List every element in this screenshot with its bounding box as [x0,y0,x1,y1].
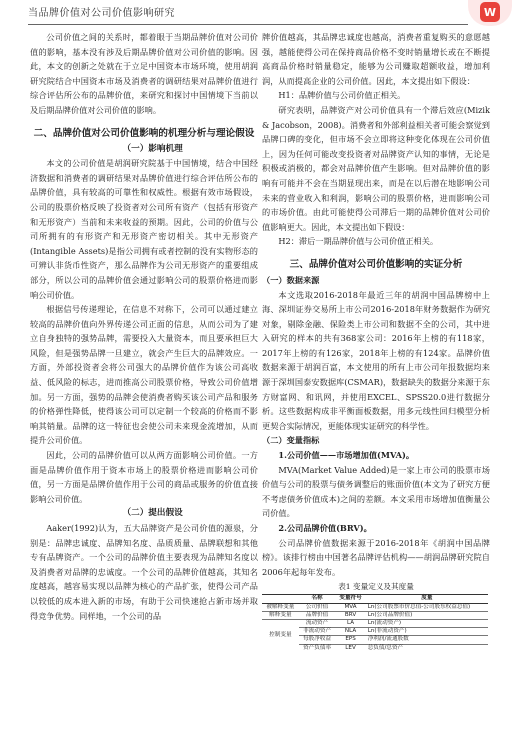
table-cell-def: 净利润/流通股数 [366,636,488,644]
table-cell-def: Ln(公司股票市价总值-公司股东权益总值) [366,603,488,611]
right-column [262,30,490,652]
table-caption: 表1 变量定义及其度量 [338,582,414,592]
subsection-heading: （一）影响机理 [122,143,183,154]
table-row [262,619,488,627]
subsection-heading: （二）提出假设 [122,508,183,519]
table-header-cell [262,595,299,603]
paragraph: 本文的公司价值是胡润研究院基于中国情境，结合中国经济数据和消费者的调研结果对品牌价值进行综合评估所公布的品牌价值，具有较高的可靠性和权威性。根据有效市场假设，公司的股票价格反映了投资者对公司所有资产（包括有形资产和无形资产）当前和未来收益的预期。因此，公司的价值与公司所拥有的有形资产和无形资产密切相关。其中无形资产(Intangible Assets)是指公司拥有或者控制的没有实物形态的可辨认非货币性资产，那么品牌作为公司无形资产的重要组成部分，所以公司的品牌价值会通过影响公司的股票价格进而影响公司价值。 [30,158,258,300]
table-cell-name: 流动资产 [299,619,336,627]
section-heading: 三、品牌价值对公司价值影响的实证分析 [289,258,463,270]
table-header-cell: 名称 [299,595,336,603]
paragraph: MVA(Market Value Added)是一家上市公司的股票市场价值与公司的股票与债务调整后的账面价值(本文为了研究方便不考虑债务价值成本)之间的差额。本文采用市场增加值衡量公司价值。 [262,464,490,519]
table-header-cell: 度量 [366,595,488,603]
paragraph: Aaker(1992)认为，五大品牌资产是公司价值的源泉，分别是：品牌忠诚度、品牌知名度、品质质量、品牌联想和其他专有品牌资产。一个公司的品牌价值主要表现为品牌知名度以及消费者对品牌的忠诚度。一个公司的品牌价值越高，其知名度越高，越容易实现以品牌为核心的产品扩张，使得公司产品以较低的成本进入新的市场，有助于公司快速抢占新市场并取得竞争优势。同样地，一个公司的品 [30,523,258,621]
hypothesis: H2：滞后一期品牌价值与公司价值正相关。 [278,236,439,247]
paragraph: 公司品牌价值数据来源于2016-2018年《胡润中国品牌榜》。该排行榜由中国著名品牌评估机构——胡润品牌研究院自2006年起每年发布。 [262,537,490,577]
table-cell-symbol: EPS [335,636,365,644]
variable-heading: 1.公司价值——市场增加值(MVA)。 [278,450,415,461]
paragraph: 根据信号传递理论，在信息不对称下，公司可以通过建立较高的品牌价值向外界传递公司正面的信息，从而公司为了建立自身独特的强势品牌，需要投入大量资本，而且要承担巨大风险，但是强势品牌一旦建立，就会产生巨大的品牌效应。一方面，外部投资者会将公司强大的品牌价值作为该公司高收益、低风险的标志，进而推高公司股票价格，导致公司价值增加。另一方面，强势的品牌会使消费者购买该公司产品和服务的价格弹性降低，使得该公司可以定制一个较高的价格而不影响其销量。品牌的这一特征也会使公司未来现金流增加，从而提升公司价值。 [30,304,258,446]
table-cell-group: 解释变量 [262,611,299,619]
table-cell-symbol: BRV [335,611,365,619]
table-cell-def: Ln(非流动资产) [366,628,488,636]
table-cell-symbol: NLA [335,628,365,636]
section-heading: 二、品牌价值对公司价值影响的机理分析与理论假设 [33,127,255,139]
paragraph: 研究表明，品牌资产对公司价值具有一个滞后效应(Mizik & Jacobson，2008)。消费者和外部利益相关者可能会察觉到品牌口碑的变化，但市场不会立即将这种变化体现在公司价值上，因为任何可能改变投资者对品牌资产认知的事情，无论是积极或消极的，都会对品牌价值产生影响。但对品牌价值的影响有可能并不会在当期显现出来，而是在以后潜在地影响公司未来的营业收入和利润，影响公司的股票价格，进而影响公司的市场价值。由此可能使得公司滞后一期的品牌价值对公司价值影响更大。因此，本文提出如下假设： [262,104,490,232]
table-header-cell: 变量符号 [335,595,365,603]
table-cell-name: 品牌价值 [299,611,336,619]
table-cell-symbol: LEV [335,644,365,652]
table-cell-def: Ln(流动资产) [366,619,488,627]
table-cell-symbol: MVA [335,603,365,611]
subsection-heading: （一）数据来源 [262,274,320,285]
running-header-title: 当品牌价值对公司价值影响研究 [28,8,175,19]
paragraph: 因此，公司的品牌价值可以从两方面影响公司价值。一方面是品牌价值作用于资本市场上的股票价格进而影响公司价值，另一方面是品牌价值作用于公司的商品或服务的价值直接影响公司价值。 [30,450,258,504]
variable-heading: 2.公司品牌价值(BRV)。 [278,523,372,533]
table-row [262,603,488,611]
subsection-heading: （二）变量指标 [262,435,320,446]
table-row [262,611,488,619]
table-cell-name: 公司价值 [299,603,336,611]
table-cell-def: Ln(公司品牌价值) [366,611,488,619]
wps-logo-icon: W [480,2,500,22]
paragraph: 牌价值越高，其品牌忠诚度也越高，消费者重复购买的意愿越强，越能使得公司在保持商品价格不变时销量增长或在不断提高商品价格时销量稳定，能够为公司赚取超额收益，增加利润，从而提高企业的公司价值。因此，本文提出如下假设： [262,32,490,86]
hypothesis: H1：品牌价值与公司价值正相关。 [278,90,406,101]
table-cell-name: 每股净收益 [299,636,336,644]
left-column [30,30,258,623]
table-cell-symbol: LA [335,619,365,627]
variable-table [262,594,488,651]
table-cell-group: 控制变量 [262,619,299,651]
table-cell-group: 被解释变量 [262,603,299,611]
wps-badge[interactable] [468,0,512,26]
table-cell-def: 总负债/总资产 [366,644,488,652]
table-cell-name: 非流动资产 [299,628,336,636]
running-header [28,4,468,25]
table-cell-name: 资产负债率 [299,644,336,652]
paragraph: 公司价值之间的关系时，都着眼于当期品牌价值对公司价值的影响，基本没有涉及后期品牌价值对公司价值的影响。因此，本文的创新之处就在于立足中国资本市场环境，使用胡润研究院结合中国资本市场及消费者的调研结果对品牌价值进行综合评估所公布的品牌价值，来研究和探讨中国情境下当前以及后期品牌价值对公司价值的影响。 [30,32,258,115]
paragraph: 本文选取2016-2018年最近三年的胡润中国品牌榜中上海、深圳证券交易所上市公司2016-2018年财务数据作为研究对象，剔除金融、保险类上市公司和数据不全的公司，其中进入研究的样本的共有368家公司：2016年上榜的有118家，2017年上榜的有126家，2018年上榜的有124家。品牌价值数据来源于胡润百富，本文使用的所有上市公司年报数据均来源于深圳国泰安数据库(CSMAR)，数据缺失的数据分来源于东方财富网、和讯网，并使用EXCEL、SPSS20.0进行数据分析。这些数据构成非平衡面板数据，用多元线性回归模型分析更契合实际情况，更能体现实证研究的科学性。 [262,289,490,431]
